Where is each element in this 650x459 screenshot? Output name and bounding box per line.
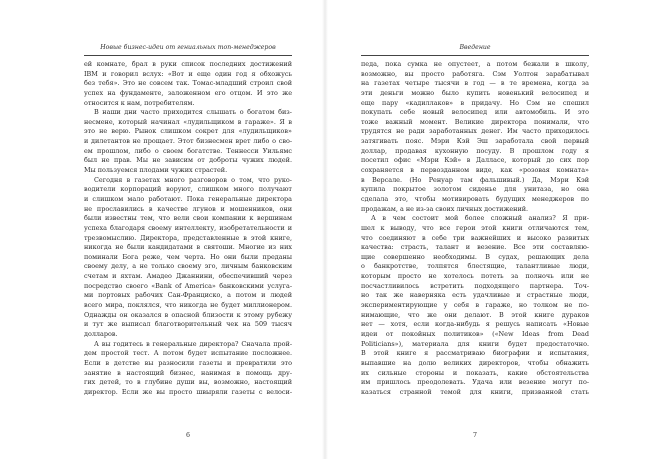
text-line: им пришлось преодолевать. Удача или везение могут по-: [361, 378, 589, 387]
header-rule: [361, 55, 589, 56]
text-line: но так же наверняка есть удачливые и страстные люди,: [361, 291, 589, 300]
text-line: занятие в настоящий бизнес, нанимая в помощь дру-: [84, 368, 292, 377]
text-line: был не прав. Мы не зависим от доброты чужих людей.: [84, 156, 292, 165]
text-line: Мы пользуемся плодами чужих страстей.: [84, 166, 228, 175]
text-line: успех на фундаменте, заложенном его отцом. И это же: [84, 88, 292, 97]
text-line: выпавшие на долю великих директоров, чтобы обнажить: [361, 358, 589, 367]
running-header: Введение: [459, 44, 491, 51]
text-line: гих детей, то в глубине души вы, возможно, настоящий: [84, 378, 292, 387]
text-line: IBM и говорил вслух: «Вот и еще один год я обхожусь: [84, 69, 292, 78]
text-line: В этой книге я рассматриваю биографии и испытания,: [361, 349, 589, 358]
text-line: возможно, вы просто работяга. Сэм Уолтон зарабатывал: [361, 69, 589, 78]
text-line: их сильные стороны и показать, какие обстоятельства: [361, 368, 589, 377]
text-line: поминали Бога реже, чем черта. Но они были преданы: [84, 252, 292, 261]
text-line: на газетах четыре тысячи в год — в те времена, когда за: [361, 79, 589, 88]
text-line: доллар, продавая кухонную посуду. В прошлом году я: [361, 146, 589, 155]
text-line: ей комнате, брал в руки список последних достижений: [84, 60, 292, 68]
text-line: водители корпораций воруют, слишком много получают: [84, 185, 292, 194]
text-line: и тут же выписал благотворительный чек на 509 тысяч: [84, 320, 292, 329]
text-line: что соединяют в себе три важнейших и высоко развитых: [361, 233, 589, 242]
text-line: ми портовых рабочих Сан-Франциско, а потом и людей: [84, 291, 292, 300]
text-line: тоже важный момент. Великие директора понимали, что: [361, 117, 589, 126]
text-line: шел к выводу, что все герои этой книги отличаются тем,: [361, 223, 589, 232]
text-line: эти деньги можно было купить новенький велосипед и: [361, 88, 589, 97]
text-line: несмене, который начинал «лудильщиком в гараже». Я в: [84, 117, 292, 126]
text-line: относится к нам, потребителям.: [84, 98, 195, 107]
text-line: всего мира, поклялся, что никогда не будет миллионером.: [84, 301, 292, 310]
text-line: посетил офис «Мэри Кэй» в Далласе, который до сих пор: [361, 156, 589, 165]
text-line: педа, пока сумка не опустеет, а потом бежали в школу,: [361, 60, 589, 68]
text-line: в Версале. (Но Ренуар там фальшивый.) Да, Мэри Кэй: [361, 175, 589, 184]
header-rule: [84, 55, 292, 56]
text-line: нимающие, что же они делают. В этой книге дураков: [361, 310, 589, 319]
text-line: Politicians»), материала для книги будет предостаточно.: [361, 339, 589, 348]
page-number: 7: [472, 432, 477, 439]
text-line: еще пару «кадиллаков» в придачу. Но Сэм не спешил: [361, 98, 589, 107]
text-line: своему делу, а не только своему эго, личным банковским: [84, 262, 292, 271]
text-line: и слишком мало работают. Пока генеральные директора: [84, 194, 292, 203]
text-line: никогда не были кандидатами в святоши. Многие из них: [84, 243, 292, 252]
text-line: долларов.: [84, 329, 118, 338]
text-line: трезвомыслию. Директора, представленные в этой книге,: [84, 233, 292, 242]
text-line: о банкротстве, толпятся блестящие, талантливые люди,: [361, 262, 589, 271]
text-line: сделала это, чтобы мотивировать будущих менеджеров по: [361, 194, 589, 203]
text-line: ем прошлом, либо о своем богатстве. Теннесси Уильямс: [84, 146, 292, 155]
text-line: Сегодня в газетах много разговоров о том, что руко-: [94, 175, 292, 184]
text-line: затягивать пояс. Мэри Кэй Эш заработала свой первый: [361, 137, 589, 146]
text-line: казаться странной темой для книги, призванной стать: [361, 387, 589, 396]
right-page: [325, 0, 650, 459]
text-line: нет — хотя, если когда-нибудь я решусь написать «Новые: [361, 320, 589, 329]
text-line: А в чем состоит мой более сложный анализ? Я при-: [371, 214, 589, 223]
text-line: директор. Если же вы просто швыряли газеты с велоси-: [84, 387, 292, 396]
text-line: счетам и яхтам. Амадео Джаннини, обеспечивший через: [84, 272, 292, 281]
text-line: щие совершенно необходимы. В судах, решающих дела: [361, 252, 589, 261]
text-line: покупать себе новый велосипед или автомобиль. И это: [361, 108, 589, 117]
page-number: 6: [185, 432, 190, 439]
text-line: купила покрытое золотом сиденье для унитаза, но она: [361, 185, 589, 194]
text-line: были известны тем, что вели свои компании к вершинам: [84, 214, 292, 223]
running-header: Новые бизнес-идеи от гениальных топ-менеджеров: [100, 44, 276, 51]
text-line: которым просто не хотелось потеть за полночь или не: [361, 272, 589, 281]
text-line: это не верю. Рынок слишком сокрет для «лудильщиков»: [84, 127, 292, 136]
text-line: Если в детстве вы разносили газеты и превратили это: [84, 358, 292, 367]
text-line: и дилетантов не прощает. Этот бизнесмен врет либо о сво-: [84, 137, 292, 146]
text-line: продажам, а не из-за своих личных достижений.: [361, 204, 529, 213]
text-line: А вы годитесь в генеральные директора? Сначала прой-: [94, 339, 292, 348]
text-line: без тебя». Это не совсем так. Томас-младший строил свой: [84, 79, 292, 88]
text-line: успеха благодаря своему интеллекту, изобретательности и: [84, 223, 292, 232]
text-line: В наши дни часто приходится слышать о богатом биз-: [94, 108, 292, 117]
text-line: экспериментирующие у себя в гараже, но толком не по-: [361, 301, 589, 310]
text-line: трудятся не ради заработанных денег. Им часто приходилось: [361, 127, 589, 136]
text-line: Однажды он оказался в опасной близости к этому рубежу: [84, 310, 292, 319]
text-line: сохраняется в первозданном виде, как «розовая комната»: [361, 166, 589, 175]
text-line: посчастливилось встретить подходящего партнера. Точ-: [361, 281, 589, 290]
page-body: [84, 60, 292, 397]
text-line: посредство своего «Bank of America» банковскими услуга-: [84, 281, 292, 290]
text-line: идеи от покойных политиков» («New Ideas from Dead: [361, 329, 589, 338]
text-line: качества: страсть, талант и везение. Все эти составляю-: [361, 243, 589, 252]
text-line: не прославились в качестве лгунов и мошенников, они: [84, 204, 292, 213]
page-body: [361, 60, 589, 397]
text-line: дем простой тест. А потом будет испытание посложнее.: [84, 349, 292, 358]
